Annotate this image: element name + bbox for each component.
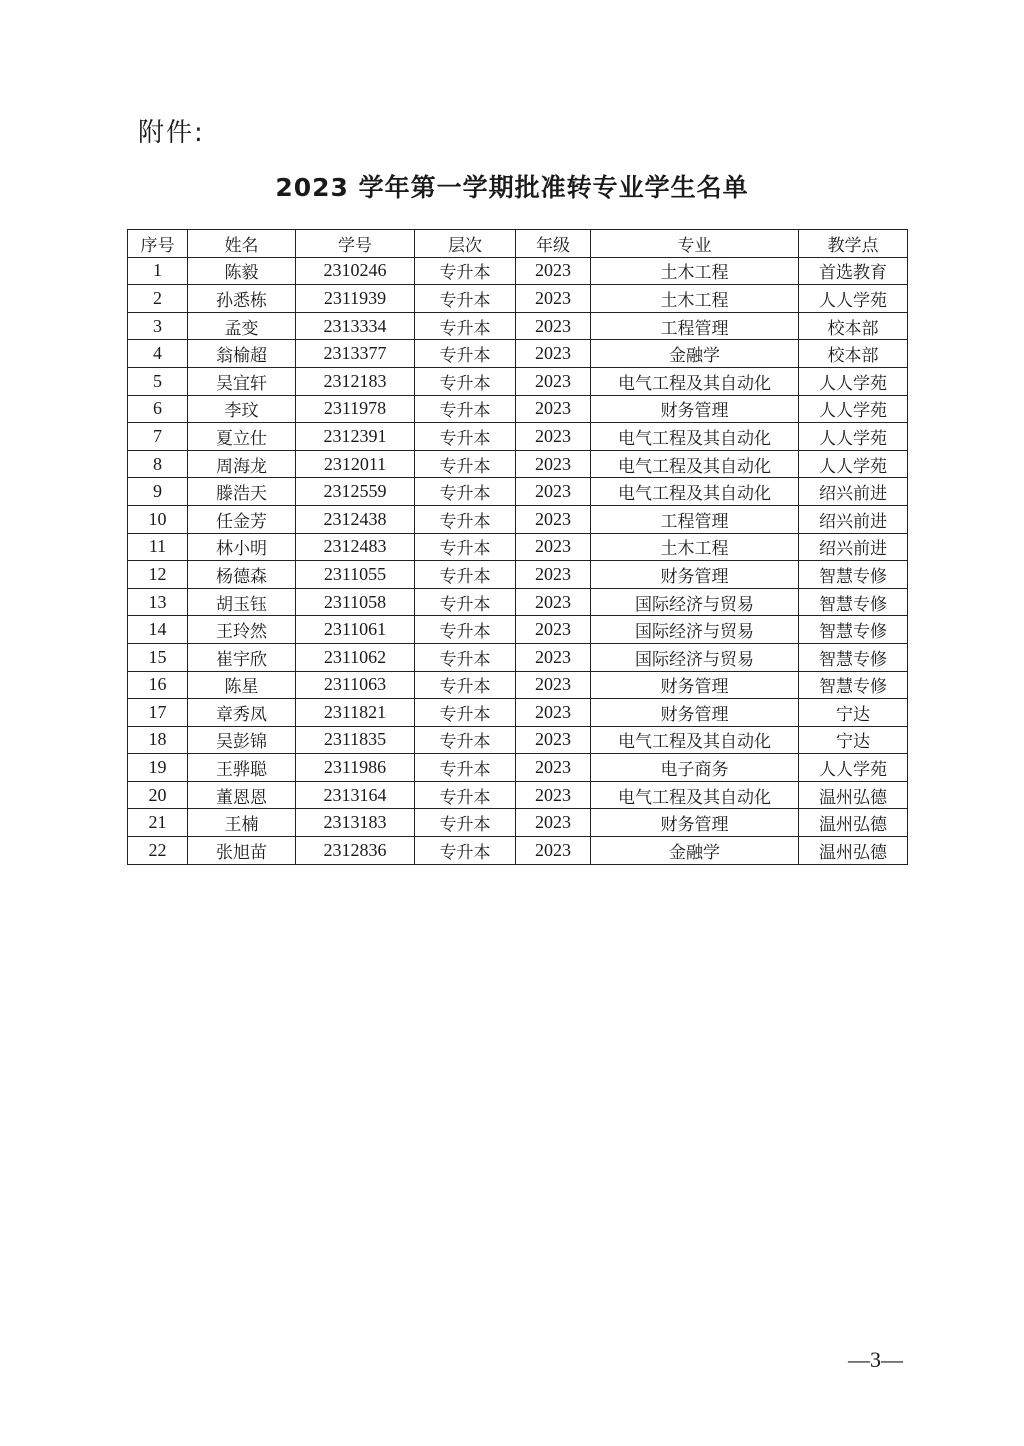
cell-grade: 2023 [516, 423, 591, 451]
cell-grade: 2023 [516, 699, 591, 727]
cell-grade: 2023 [516, 312, 591, 340]
cell-index: 18 [128, 726, 188, 754]
table-row [128, 671, 908, 699]
cell-level: 专升本 [415, 450, 516, 478]
cell-student-id: 2312011 [296, 450, 415, 478]
cell-teaching-site: 校本部 [799, 340, 908, 368]
document-title: 2023 学年第一学期批准转专业学生名单 [275, 173, 749, 202]
cell-name: 夏立仕 [188, 423, 296, 451]
cell-teaching-site: 温州弘德 [799, 781, 908, 809]
cell-teaching-site: 温州弘德 [799, 837, 908, 865]
cell-index: 19 [128, 754, 188, 782]
cell-major: 土木工程 [591, 257, 799, 285]
cell-index: 21 [128, 809, 188, 837]
cell-index: 10 [128, 505, 188, 533]
cell-student-id: 2311062 [296, 643, 415, 671]
table-row [128, 312, 908, 340]
cell-grade: 2023 [516, 726, 591, 754]
table-row [128, 395, 908, 423]
header-student-id: 学号 [296, 230, 415, 258]
attachment-label: 附件: [138, 118, 205, 148]
cell-index: 4 [128, 340, 188, 368]
header-level: 层次 [415, 230, 516, 258]
cell-major: 电气工程及其自动化 [591, 367, 799, 395]
table-row [128, 754, 908, 782]
cell-name: 王楠 [188, 809, 296, 837]
table-row [128, 423, 908, 451]
cell-level: 专升本 [415, 671, 516, 699]
cell-major: 电子商务 [591, 754, 799, 782]
cell-grade: 2023 [516, 395, 591, 423]
cell-name: 任金芳 [188, 505, 296, 533]
cell-teaching-site: 温州弘德 [799, 809, 908, 837]
cell-major: 金融学 [591, 340, 799, 368]
cell-level: 专升本 [415, 781, 516, 809]
cell-grade: 2023 [516, 671, 591, 699]
cell-index: 15 [128, 643, 188, 671]
cell-name: 王玲然 [188, 616, 296, 644]
cell-name: 陈毅 [188, 257, 296, 285]
cell-name: 吴宜轩 [188, 367, 296, 395]
cell-teaching-site: 人人学苑 [799, 367, 908, 395]
cell-grade: 2023 [516, 340, 591, 368]
cell-index: 1 [128, 257, 188, 285]
cell-level: 专升本 [415, 561, 516, 589]
cell-index: 7 [128, 423, 188, 451]
cell-student-id: 2311061 [296, 616, 415, 644]
cell-grade: 2023 [516, 809, 591, 837]
cell-student-id: 2311058 [296, 588, 415, 616]
table-row [128, 257, 908, 285]
cell-level: 专升本 [415, 367, 516, 395]
cell-name: 杨德森 [188, 561, 296, 589]
cell-student-id: 2312483 [296, 533, 415, 561]
cell-teaching-site: 首选教育 [799, 257, 908, 285]
cell-teaching-site: 人人学苑 [799, 450, 908, 478]
cell-grade: 2023 [516, 754, 591, 782]
cell-name: 孟变 [188, 312, 296, 340]
cell-teaching-site: 人人学苑 [799, 285, 908, 313]
cell-level: 专升本 [415, 340, 516, 368]
table-header-row [128, 230, 908, 258]
cell-major: 电气工程及其自动化 [591, 450, 799, 478]
cell-name: 孙悉栋 [188, 285, 296, 313]
cell-index: 11 [128, 533, 188, 561]
cell-name: 滕浩天 [188, 478, 296, 506]
cell-grade: 2023 [516, 781, 591, 809]
cell-student-id: 2311978 [296, 395, 415, 423]
cell-teaching-site: 智慧专修 [799, 643, 908, 671]
cell-teaching-site: 人人学苑 [799, 423, 908, 451]
cell-major: 电气工程及其自动化 [591, 781, 799, 809]
cell-name: 翁榆超 [188, 340, 296, 368]
cell-student-id: 2313164 [296, 781, 415, 809]
cell-major: 工程管理 [591, 312, 799, 340]
cell-index: 17 [128, 699, 188, 727]
cell-level: 专升本 [415, 285, 516, 313]
cell-teaching-site: 人人学苑 [799, 395, 908, 423]
cell-major: 电气工程及其自动化 [591, 423, 799, 451]
cell-major: 工程管理 [591, 505, 799, 533]
cell-index: 13 [128, 588, 188, 616]
cell-major: 财务管理 [591, 671, 799, 699]
table-row [128, 450, 908, 478]
cell-level: 专升本 [415, 616, 516, 644]
cell-name: 李玟 [188, 395, 296, 423]
cell-major: 财务管理 [591, 395, 799, 423]
cell-major: 金融学 [591, 837, 799, 865]
cell-index: 8 [128, 450, 188, 478]
cell-level: 专升本 [415, 643, 516, 671]
cell-student-id: 2313377 [296, 340, 415, 368]
cell-major: 电气工程及其自动化 [591, 478, 799, 506]
cell-major: 国际经济与贸易 [591, 616, 799, 644]
cell-index: 9 [128, 478, 188, 506]
cell-teaching-site: 智慧专修 [799, 671, 908, 699]
cell-student-id: 2312391 [296, 423, 415, 451]
cell-major: 财务管理 [591, 699, 799, 727]
cell-index: 20 [128, 781, 188, 809]
cell-teaching-site: 人人学苑 [799, 754, 908, 782]
cell-index: 12 [128, 561, 188, 589]
cell-teaching-site: 绍兴前进 [799, 478, 908, 506]
cell-teaching-site: 智慧专修 [799, 561, 908, 589]
cell-student-id: 2311835 [296, 726, 415, 754]
cell-level: 专升本 [415, 257, 516, 285]
cell-student-id: 2311063 [296, 671, 415, 699]
cell-name: 章秀凤 [188, 699, 296, 727]
cell-grade: 2023 [516, 616, 591, 644]
cell-name: 吴彭锦 [188, 726, 296, 754]
cell-major: 财务管理 [591, 561, 799, 589]
cell-student-id: 2311055 [296, 561, 415, 589]
cell-index: 6 [128, 395, 188, 423]
cell-student-id: 2310246 [296, 257, 415, 285]
header-name: 姓名 [188, 230, 296, 258]
cell-level: 专升本 [415, 423, 516, 451]
cell-major: 电气工程及其自动化 [591, 726, 799, 754]
cell-name: 胡玉钰 [188, 588, 296, 616]
cell-major: 国际经济与贸易 [591, 588, 799, 616]
cell-index: 3 [128, 312, 188, 340]
cell-major: 财务管理 [591, 809, 799, 837]
cell-grade: 2023 [516, 643, 591, 671]
cell-level: 专升本 [415, 395, 516, 423]
cell-grade: 2023 [516, 367, 591, 395]
table-row [128, 505, 908, 533]
cell-student-id: 2311821 [296, 699, 415, 727]
cell-student-id: 2312438 [296, 505, 415, 533]
table-row [128, 837, 908, 865]
cell-index: 14 [128, 616, 188, 644]
cell-grade: 2023 [516, 588, 591, 616]
cell-teaching-site: 智慧专修 [799, 616, 908, 644]
cell-grade: 2023 [516, 837, 591, 865]
cell-name: 张旭苗 [188, 837, 296, 865]
cell-index: 2 [128, 285, 188, 313]
cell-grade: 2023 [516, 478, 591, 506]
cell-student-id: 2313183 [296, 809, 415, 837]
cell-level: 专升本 [415, 533, 516, 561]
cell-index: 22 [128, 837, 188, 865]
cell-grade: 2023 [516, 257, 591, 285]
cell-level: 专升本 [415, 837, 516, 865]
table-row [128, 616, 908, 644]
cell-level: 专升本 [415, 588, 516, 616]
cell-teaching-site: 宁达 [799, 726, 908, 754]
cell-teaching-site: 绍兴前进 [799, 505, 908, 533]
cell-level: 专升本 [415, 505, 516, 533]
table-row [128, 285, 908, 313]
cell-name: 董恩恩 [188, 781, 296, 809]
cell-level: 专升本 [415, 478, 516, 506]
cell-name: 陈星 [188, 671, 296, 699]
cell-student-id: 2312559 [296, 478, 415, 506]
cell-level: 专升本 [415, 726, 516, 754]
table-row [128, 340, 908, 368]
header-teaching-site: 教学点 [799, 230, 908, 258]
cell-teaching-site: 绍兴前进 [799, 533, 908, 561]
table-row [128, 726, 908, 754]
table-row [128, 478, 908, 506]
table-row [128, 781, 908, 809]
header-grade: 年级 [516, 230, 591, 258]
table-row [128, 809, 908, 837]
cell-major: 土木工程 [591, 285, 799, 313]
header-major: 专业 [591, 230, 799, 258]
cell-index: 16 [128, 671, 188, 699]
cell-name: 林小明 [188, 533, 296, 561]
cell-major: 土木工程 [591, 533, 799, 561]
cell-grade: 2023 [516, 450, 591, 478]
cell-grade: 2023 [516, 561, 591, 589]
cell-grade: 2023 [516, 505, 591, 533]
cell-name: 王骅聪 [188, 754, 296, 782]
table-row [128, 533, 908, 561]
cell-student-id: 2313334 [296, 312, 415, 340]
table-row [128, 699, 908, 727]
cell-teaching-site: 智慧专修 [799, 588, 908, 616]
student-transfer-table [127, 229, 908, 865]
cell-student-id: 2312183 [296, 367, 415, 395]
page-number: —3— [848, 1347, 903, 1372]
header-index: 序号 [128, 230, 188, 258]
table-row [128, 367, 908, 395]
cell-student-id: 2311986 [296, 754, 415, 782]
cell-level: 专升本 [415, 754, 516, 782]
cell-index: 5 [128, 367, 188, 395]
cell-major: 国际经济与贸易 [591, 643, 799, 671]
table-row [128, 588, 908, 616]
cell-name: 崔宇欣 [188, 643, 296, 671]
cell-level: 专升本 [415, 699, 516, 727]
cell-teaching-site: 校本部 [799, 312, 908, 340]
cell-teaching-site: 宁达 [799, 699, 908, 727]
cell-level: 专升本 [415, 312, 516, 340]
cell-grade: 2023 [516, 533, 591, 561]
cell-student-id: 2311939 [296, 285, 415, 313]
table-row [128, 643, 908, 671]
cell-name: 周海龙 [188, 450, 296, 478]
cell-grade: 2023 [516, 285, 591, 313]
table-row [128, 561, 908, 589]
cell-level: 专升本 [415, 809, 516, 837]
cell-student-id: 2312836 [296, 837, 415, 865]
